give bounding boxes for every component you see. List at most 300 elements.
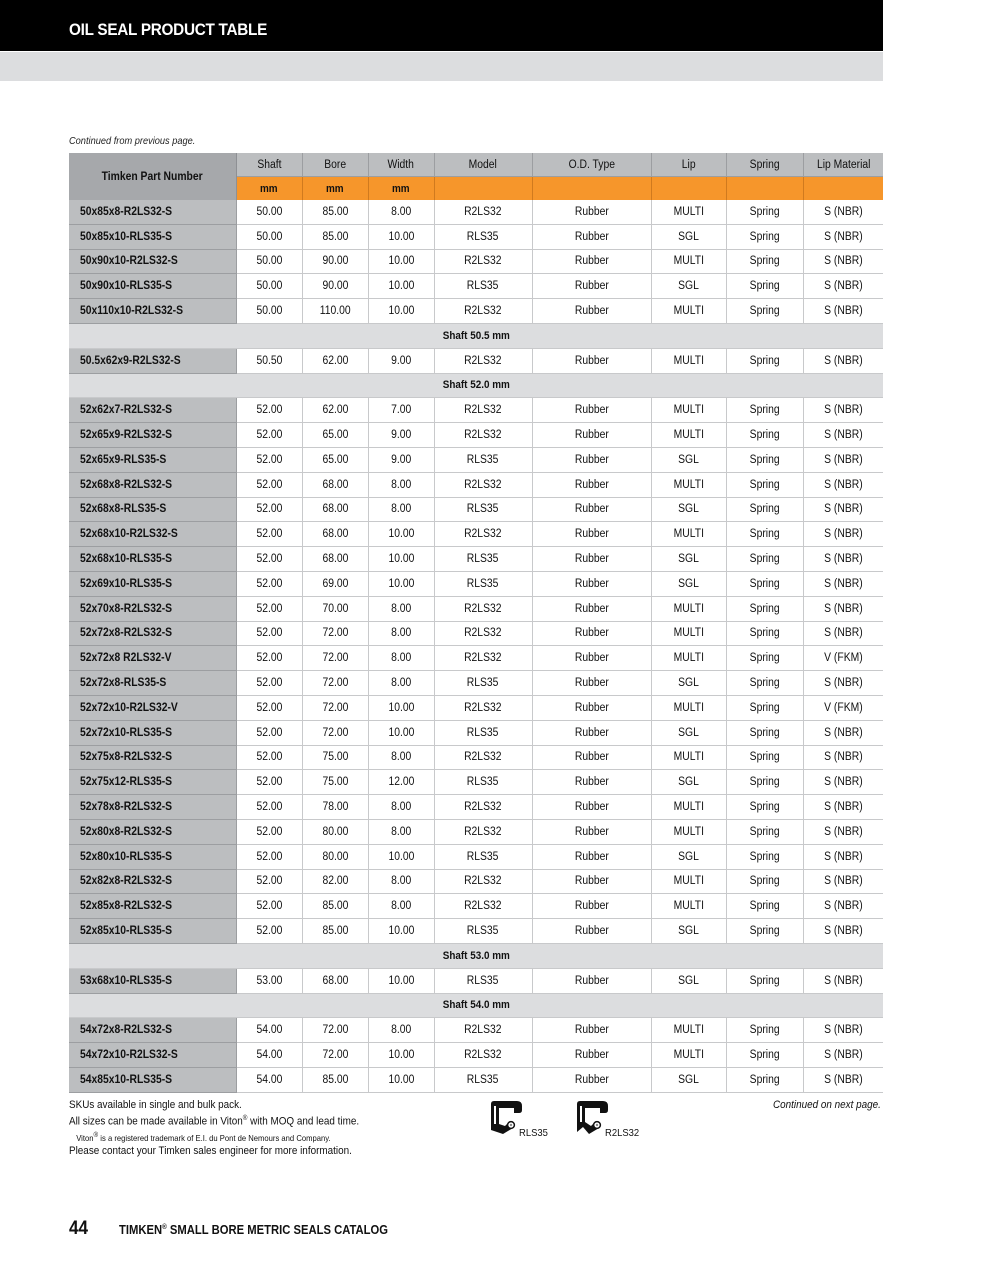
cell-bore: 110.00	[302, 299, 368, 324]
cell-width: 10.00	[368, 274, 434, 299]
cell-part-number: 53x68x10-RLS35-S	[69, 968, 236, 993]
cell-part-number: 52x72x10-R2LS32-V	[69, 695, 236, 720]
cell-lip: MULTI	[651, 299, 726, 324]
unit-lip-material	[803, 177, 883, 201]
cell-lip: SGL	[651, 274, 726, 299]
cell-bore: 72.00	[302, 1043, 368, 1068]
cell-lip-material: S (NBR)	[803, 348, 883, 373]
cell-model: RLS35	[434, 571, 532, 596]
table-body	[69, 200, 883, 1092]
cell-lip-material: S (NBR)	[803, 720, 883, 745]
cell-shaft: 52.00	[236, 447, 302, 472]
cell-od-type: Rubber	[532, 497, 651, 522]
cell-od-type: Rubber	[532, 447, 651, 472]
cell-od-type: Rubber	[532, 646, 651, 671]
table-row	[69, 671, 883, 696]
cell-model: R2LS32	[434, 795, 532, 820]
cell-bore: 75.00	[302, 745, 368, 770]
cell-shaft: 50.00	[236, 224, 302, 249]
cell-lip-material: S (NBR)	[803, 522, 883, 547]
cell-bore: 65.00	[302, 447, 368, 472]
cell-od-type: Rubber	[532, 299, 651, 324]
cell-lip-material: S (NBR)	[803, 1067, 883, 1092]
cell-shaft: 52.00	[236, 869, 302, 894]
cell-bore: 68.00	[302, 547, 368, 572]
table-row	[69, 770, 883, 795]
cell-shaft: 52.00	[236, 819, 302, 844]
cell-lip: SGL	[651, 919, 726, 944]
cell-shaft: 52.00	[236, 547, 302, 572]
cell-shaft: 52.00	[236, 423, 302, 448]
cell-od-type: Rubber	[532, 249, 651, 274]
unit-model	[434, 177, 532, 201]
cell-lip: SGL	[651, 844, 726, 869]
cell-width: 10.00	[368, 720, 434, 745]
cell-shaft: 52.00	[236, 472, 302, 497]
cell-lip: MULTI	[651, 472, 726, 497]
cell-width: 8.00	[368, 1018, 434, 1043]
cell-part-number: 52x80x10-RLS35-S	[69, 844, 236, 869]
cell-part-number: 54x85x10-RLS35-S	[69, 1067, 236, 1092]
cell-width: 10.00	[368, 844, 434, 869]
cell-shaft: 52.00	[236, 720, 302, 745]
unit-spring	[726, 177, 803, 201]
table-row	[69, 621, 883, 646]
cell-model: RLS35	[434, 224, 532, 249]
cell-lip: MULTI	[651, 1018, 726, 1043]
cell-bore: 80.00	[302, 844, 368, 869]
cell-model: RLS35	[434, 447, 532, 472]
cell-shaft: 52.00	[236, 596, 302, 621]
cell-spring: Spring	[726, 398, 803, 423]
cell-lip: MULTI	[651, 596, 726, 621]
page-title: OIL SEAL PRODUCT TABLE	[69, 20, 268, 39]
cell-shaft: 52.00	[236, 522, 302, 547]
table-row	[69, 547, 883, 572]
cell-width: 8.00	[368, 894, 434, 919]
unit-od-type	[532, 177, 651, 201]
cell-shaft: 52.00	[236, 919, 302, 944]
cell-model: RLS35	[434, 844, 532, 869]
cell-model: R2LS32	[434, 819, 532, 844]
cell-spring: Spring	[726, 869, 803, 894]
cell-spring: Spring	[726, 447, 803, 472]
shaft-group-label: Shaft 50.5 mm	[69, 323, 883, 348]
cell-lip-material: S (NBR)	[803, 1043, 883, 1068]
subtitle-bar	[0, 52, 883, 81]
cell-lip: SGL	[651, 224, 726, 249]
cell-part-number: 50x90x10-RLS35-S	[69, 274, 236, 299]
cell-bore: 62.00	[302, 348, 368, 373]
table-row	[69, 348, 883, 373]
cell-lip-material: S (NBR)	[803, 447, 883, 472]
cell-shaft: 52.00	[236, 770, 302, 795]
cell-model: R2LS32	[434, 1018, 532, 1043]
seal-label-r2ls32: R2LS32	[605, 1127, 640, 1139]
table-row	[69, 695, 883, 720]
cell-spring: Spring	[726, 968, 803, 993]
cell-shaft: 50.00	[236, 200, 302, 224]
cell-model: R2LS32	[434, 398, 532, 423]
cell-lip-material: S (NBR)	[803, 249, 883, 274]
cell-bore: 72.00	[302, 720, 368, 745]
table-row	[69, 795, 883, 820]
table-row	[69, 919, 883, 944]
cell-bore: 75.00	[302, 770, 368, 795]
cell-lip: SGL	[651, 497, 726, 522]
footnotes	[69, 1098, 391, 1158]
cell-od-type: Rubber	[532, 720, 651, 745]
cell-spring: Spring	[726, 1018, 803, 1043]
table-row	[69, 299, 883, 324]
cell-lip: SGL	[651, 571, 726, 596]
cell-shaft: 52.00	[236, 621, 302, 646]
rls35-seal-profile-icon	[489, 1100, 523, 1134]
cell-spring: Spring	[726, 1067, 803, 1092]
cell-lip-material: S (NBR)	[803, 844, 883, 869]
note-trademark: Viton® is a registered trademark of E.I. du Pont de Nemours and Company.	[76, 1131, 331, 1143]
note-viton: All sizes can be made available in Viton® with MOQ and lead time.	[69, 1115, 360, 1128]
cell-lip-material: S (NBR)	[803, 869, 883, 894]
cell-spring: Spring	[726, 646, 803, 671]
cell-spring: Spring	[726, 770, 803, 795]
seal-legend-rls35	[489, 1100, 548, 1139]
cell-bore: 65.00	[302, 423, 368, 448]
cell-width: 9.00	[368, 348, 434, 373]
cell-width: 8.00	[368, 646, 434, 671]
cell-model: R2LS32	[434, 621, 532, 646]
cell-lip: SGL	[651, 447, 726, 472]
cell-lip-material: S (NBR)	[803, 819, 883, 844]
cell-part-number: 52x82x8-R2LS32-S	[69, 869, 236, 894]
cell-spring: Spring	[726, 919, 803, 944]
cell-part-number: 54x72x8-R2LS32-S	[69, 1018, 236, 1043]
cell-spring: Spring	[726, 795, 803, 820]
cell-od-type: Rubber	[532, 894, 651, 919]
r2ls32-seal-profile-icon	[575, 1100, 609, 1134]
cell-lip-material: S (NBR)	[803, 919, 883, 944]
cell-spring: Spring	[726, 472, 803, 497]
cell-bore: 72.00	[302, 1018, 368, 1043]
cell-bore: 68.00	[302, 472, 368, 497]
cell-model: R2LS32	[434, 646, 532, 671]
cell-bore: 72.00	[302, 695, 368, 720]
cell-od-type: Rubber	[532, 695, 651, 720]
table-row	[69, 249, 883, 274]
cell-spring: Spring	[726, 348, 803, 373]
cell-lip-material: S (NBR)	[803, 547, 883, 572]
unit-shaft: mm	[236, 177, 302, 201]
cell-bore: 90.00	[302, 249, 368, 274]
cell-model: R2LS32	[434, 200, 532, 224]
shaft-group-label: Shaft 54.0 mm	[69, 993, 883, 1018]
cell-model: RLS35	[434, 720, 532, 745]
cell-spring: Spring	[726, 423, 803, 448]
cell-bore: 85.00	[302, 1067, 368, 1092]
cell-lip: MULTI	[651, 200, 726, 224]
cell-lip-material: S (NBR)	[803, 795, 883, 820]
table-row	[69, 497, 883, 522]
cell-od-type: Rubber	[532, 1018, 651, 1043]
cell-shaft: 52.00	[236, 398, 302, 423]
cell-width: 8.00	[368, 472, 434, 497]
cell-part-number: 52x68x8-RLS35-S	[69, 497, 236, 522]
cell-spring: Spring	[726, 720, 803, 745]
cell-bore: 82.00	[302, 869, 368, 894]
cell-part-number: 52x68x8-R2LS32-S	[69, 472, 236, 497]
table-row	[69, 224, 883, 249]
cell-spring: Spring	[726, 224, 803, 249]
cell-part-number: 50x110x10-R2LS32-S	[69, 299, 236, 324]
cell-width: 9.00	[368, 447, 434, 472]
cell-lip: MULTI	[651, 1043, 726, 1068]
cell-bore: 68.00	[302, 522, 368, 547]
cell-od-type: Rubber	[532, 844, 651, 869]
cell-lip: SGL	[651, 770, 726, 795]
cell-lip-material: S (NBR)	[803, 968, 883, 993]
table-row	[69, 1018, 883, 1043]
cell-model: R2LS32	[434, 695, 532, 720]
cell-od-type: Rubber	[532, 869, 651, 894]
shaft-group-row	[69, 943, 883, 968]
cell-lip-material: S (NBR)	[803, 894, 883, 919]
table-row	[69, 571, 883, 596]
table-row	[69, 522, 883, 547]
table-row	[69, 1043, 883, 1068]
header-od-type: O.D. Type	[532, 153, 651, 177]
cell-model: R2LS32	[434, 1043, 532, 1068]
cell-bore: 90.00	[302, 274, 368, 299]
cell-width: 8.00	[368, 596, 434, 621]
cell-width: 8.00	[368, 869, 434, 894]
table-row	[69, 844, 883, 869]
cell-width: 10.00	[368, 522, 434, 547]
cell-part-number: 52x65x9-RLS35-S	[69, 447, 236, 472]
cell-lip: SGL	[651, 671, 726, 696]
cell-width: 10.00	[368, 224, 434, 249]
cell-width: 10.00	[368, 1067, 434, 1092]
cell-model: RLS35	[434, 919, 532, 944]
cell-od-type: Rubber	[532, 795, 651, 820]
cell-lip: MULTI	[651, 819, 726, 844]
cell-part-number: 52x69x10-RLS35-S	[69, 571, 236, 596]
continued-next-note: Continued on next page.	[773, 1099, 881, 1111]
cell-model: R2LS32	[434, 522, 532, 547]
cell-shaft: 52.00	[236, 894, 302, 919]
cell-lip: SGL	[651, 547, 726, 572]
cell-bore: 72.00	[302, 646, 368, 671]
table-row	[69, 423, 883, 448]
cell-shaft: 52.00	[236, 646, 302, 671]
cell-lip-material: V (FKM)	[803, 646, 883, 671]
cell-lip-material: S (NBR)	[803, 423, 883, 448]
cell-od-type: Rubber	[532, 919, 651, 944]
table-row	[69, 472, 883, 497]
cell-part-number: 52x72x8 R2LS32-V	[69, 646, 236, 671]
cell-lip: MULTI	[651, 621, 726, 646]
cell-model: RLS35	[434, 770, 532, 795]
cell-shaft: 50.00	[236, 299, 302, 324]
cell-lip-material: S (NBR)	[803, 274, 883, 299]
cell-od-type: Rubber	[532, 596, 651, 621]
cell-spring: Spring	[726, 571, 803, 596]
cell-lip: MULTI	[651, 522, 726, 547]
cell-width: 8.00	[368, 497, 434, 522]
cell-shaft: 50.50	[236, 348, 302, 373]
cell-model: R2LS32	[434, 299, 532, 324]
cell-lip: MULTI	[651, 745, 726, 770]
header-bore: Bore	[302, 153, 368, 177]
table-row	[69, 968, 883, 993]
shaft-group-label: Shaft 52.0 mm	[69, 373, 883, 398]
cell-part-number: 52x85x10-RLS35-S	[69, 919, 236, 944]
cell-model: R2LS32	[434, 869, 532, 894]
cell-lip-material: S (NBR)	[803, 571, 883, 596]
cell-lip: SGL	[651, 720, 726, 745]
table-row	[69, 596, 883, 621]
note-skus: SKUs available in single and bulk pack.	[69, 1099, 242, 1111]
cell-part-number: 52x62x7-R2LS32-S	[69, 398, 236, 423]
cell-width: 10.00	[368, 249, 434, 274]
cell-width: 7.00	[368, 398, 434, 423]
cell-width: 8.00	[368, 671, 434, 696]
cell-spring: Spring	[726, 844, 803, 869]
cell-model: RLS35	[434, 968, 532, 993]
table-row	[69, 646, 883, 671]
seal-legend-r2ls32	[575, 1100, 640, 1139]
cell-part-number: 52x80x8-R2LS32-S	[69, 819, 236, 844]
page-number: 44	[69, 1218, 89, 1239]
cell-lip-material: S (NBR)	[803, 1018, 883, 1043]
cell-lip: MULTI	[651, 348, 726, 373]
cell-bore: 85.00	[302, 894, 368, 919]
cell-width: 9.00	[368, 423, 434, 448]
cell-part-number: 52x75x8-R2LS32-S	[69, 745, 236, 770]
cell-shaft: 52.00	[236, 695, 302, 720]
table-row	[69, 398, 883, 423]
cell-part-number: 52x72x10-RLS35-S	[69, 720, 236, 745]
cell-od-type: Rubber	[532, 224, 651, 249]
cell-od-type: Rubber	[532, 770, 651, 795]
cell-width: 10.00	[368, 968, 434, 993]
cell-spring: Spring	[726, 547, 803, 572]
seal-label-rls35: RLS35	[519, 1127, 548, 1139]
cell-shaft: 53.00	[236, 968, 302, 993]
cell-bore: 80.00	[302, 819, 368, 844]
cell-od-type: Rubber	[532, 621, 651, 646]
cell-lip-material: S (NBR)	[803, 671, 883, 696]
cell-od-type: Rubber	[532, 398, 651, 423]
table-row	[69, 447, 883, 472]
cell-lip: MULTI	[651, 795, 726, 820]
header-part-number: Timken Part Number	[69, 153, 236, 200]
cell-width: 8.00	[368, 745, 434, 770]
cell-lip: SGL	[651, 1067, 726, 1092]
cell-model: RLS35	[434, 274, 532, 299]
cell-width: 10.00	[368, 299, 434, 324]
shaft-group-row	[69, 323, 883, 348]
cell-od-type: Rubber	[532, 745, 651, 770]
cell-od-type: Rubber	[532, 522, 651, 547]
cell-part-number: 52x72x8-RLS35-S	[69, 671, 236, 696]
unit-lip	[651, 177, 726, 201]
table-row	[69, 720, 883, 745]
table-row	[69, 1067, 883, 1092]
cell-bore: 72.00	[302, 621, 368, 646]
cell-lip-material: S (NBR)	[803, 497, 883, 522]
cell-width: 10.00	[368, 547, 434, 572]
cell-bore: 78.00	[302, 795, 368, 820]
cell-lip: MULTI	[651, 894, 726, 919]
cell-part-number: 50x85x10-RLS35-S	[69, 224, 236, 249]
cell-od-type: Rubber	[532, 1043, 651, 1068]
cell-shaft: 52.00	[236, 497, 302, 522]
cell-lip: SGL	[651, 968, 726, 993]
cell-lip-material: S (NBR)	[803, 200, 883, 224]
cell-od-type: Rubber	[532, 1067, 651, 1092]
cell-spring: Spring	[726, 819, 803, 844]
cell-shaft: 50.00	[236, 274, 302, 299]
cell-width: 10.00	[368, 919, 434, 944]
cell-part-number: 52x68x10-RLS35-S	[69, 547, 236, 572]
title-bar	[0, 0, 883, 51]
cell-spring: Spring	[726, 745, 803, 770]
cell-model: R2LS32	[434, 423, 532, 448]
cell-model: RLS35	[434, 547, 532, 572]
cell-lip-material: V (FKM)	[803, 695, 883, 720]
table-row	[69, 819, 883, 844]
cell-model: R2LS32	[434, 745, 532, 770]
cell-od-type: Rubber	[532, 348, 651, 373]
cell-model: RLS35	[434, 671, 532, 696]
cell-part-number: 52x75x12-RLS35-S	[69, 770, 236, 795]
cell-spring: Spring	[726, 200, 803, 224]
cell-shaft: 52.00	[236, 795, 302, 820]
cell-width: 12.00	[368, 770, 434, 795]
cell-spring: Spring	[726, 621, 803, 646]
cell-model: R2LS32	[434, 348, 532, 373]
cell-lip-material: S (NBR)	[803, 770, 883, 795]
cell-shaft: 52.00	[236, 745, 302, 770]
oil-seal-product-table	[69, 153, 883, 1093]
cell-spring: Spring	[726, 894, 803, 919]
cell-spring: Spring	[726, 274, 803, 299]
cell-od-type: Rubber	[532, 571, 651, 596]
cell-model: R2LS32	[434, 249, 532, 274]
cell-od-type: Rubber	[532, 274, 651, 299]
cell-bore: 69.00	[302, 571, 368, 596]
cell-od-type: Rubber	[532, 671, 651, 696]
cell-part-number: 52x85x8-R2LS32-S	[69, 894, 236, 919]
cell-model: R2LS32	[434, 894, 532, 919]
cell-width: 10.00	[368, 571, 434, 596]
header-model: Model	[434, 153, 532, 177]
cell-width: 8.00	[368, 819, 434, 844]
cell-shaft: 54.00	[236, 1018, 302, 1043]
cell-od-type: Rubber	[532, 968, 651, 993]
cell-part-number: 52x72x8-R2LS32-S	[69, 621, 236, 646]
shaft-group-row	[69, 373, 883, 398]
cell-spring: Spring	[726, 596, 803, 621]
cell-bore: 70.00	[302, 596, 368, 621]
cell-bore: 68.00	[302, 968, 368, 993]
header-spring: Spring	[726, 153, 803, 177]
cell-spring: Spring	[726, 1043, 803, 1068]
unit-width: mm	[368, 177, 434, 201]
cell-lip: MULTI	[651, 249, 726, 274]
cell-part-number: 52x70x8-R2LS32-S	[69, 596, 236, 621]
cell-model: RLS35	[434, 1067, 532, 1092]
